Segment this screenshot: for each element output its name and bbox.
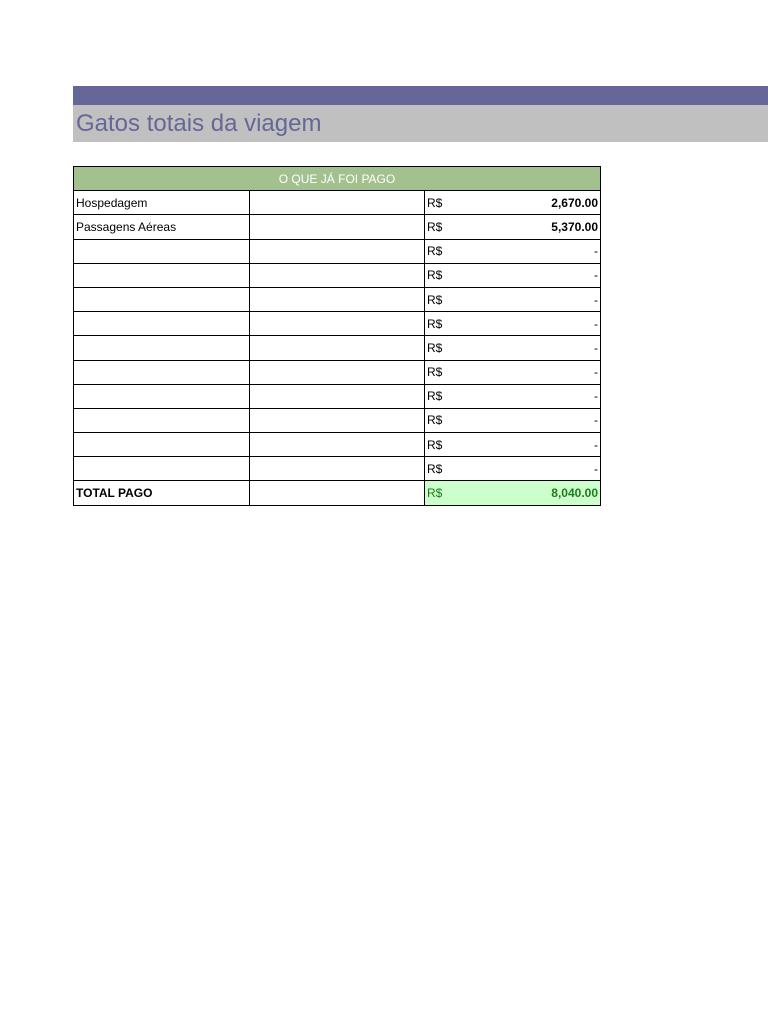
item-amount-cell[interactable] bbox=[425, 191, 601, 215]
item-note-cell[interactable] bbox=[250, 263, 425, 287]
item-amount: - bbox=[594, 389, 599, 404]
total-row bbox=[74, 481, 601, 505]
item-label-cell[interactable] bbox=[74, 287, 250, 311]
table-row bbox=[74, 263, 601, 287]
item-amount: - bbox=[594, 292, 599, 307]
item-note-cell[interactable] bbox=[250, 191, 425, 215]
item-note-cell[interactable] bbox=[250, 384, 425, 408]
item-note-cell[interactable] bbox=[250, 287, 425, 311]
total-amount: 8,040.00 bbox=[551, 486, 599, 501]
currency-symbol: R$ bbox=[427, 389, 443, 404]
section-title: O QUE JÁ FOI PAGO bbox=[74, 167, 601, 191]
item-label-cell[interactable] bbox=[74, 384, 250, 408]
item-label-cell[interactable] bbox=[74, 408, 250, 432]
item-amount: - bbox=[594, 413, 599, 428]
currency-symbol: R$ bbox=[427, 292, 443, 307]
table-row bbox=[74, 433, 601, 457]
currency-symbol: R$ bbox=[427, 244, 443, 259]
item-amount-cell[interactable] bbox=[425, 215, 601, 239]
item-amount-cell[interactable] bbox=[425, 287, 601, 311]
table-row bbox=[74, 408, 601, 432]
item-amount-cell[interactable] bbox=[425, 360, 601, 384]
item-label-cell[interactable] bbox=[74, 360, 250, 384]
total-note-cell[interactable] bbox=[250, 481, 425, 505]
item-amount-cell[interactable] bbox=[425, 384, 601, 408]
item-amount: 2,670.00 bbox=[551, 195, 599, 210]
item-amount: - bbox=[594, 244, 599, 259]
currency-symbol: R$ bbox=[427, 413, 443, 428]
currency-symbol: R$ bbox=[427, 195, 443, 210]
table-row bbox=[74, 336, 601, 360]
item-amount-cell[interactable] bbox=[425, 433, 601, 457]
title-band bbox=[73, 105, 768, 142]
currency-symbol: R$ bbox=[427, 365, 443, 380]
total-amount-cell[interactable] bbox=[425, 481, 601, 505]
item-label-cell[interactable] bbox=[74, 336, 250, 360]
currency-symbol: R$ bbox=[427, 437, 443, 452]
item-note-cell[interactable] bbox=[250, 457, 425, 481]
currency-symbol: R$ bbox=[427, 486, 443, 501]
currency-symbol: R$ bbox=[427, 316, 443, 331]
item-note-cell[interactable] bbox=[250, 312, 425, 336]
item-amount-cell[interactable] bbox=[425, 239, 601, 263]
total-label-cell[interactable]: TOTAL PAGO bbox=[74, 481, 250, 505]
item-amount-cell[interactable] bbox=[425, 312, 601, 336]
table-row bbox=[74, 239, 601, 263]
item-label-cell[interactable] bbox=[74, 263, 250, 287]
item-amount: - bbox=[594, 340, 599, 355]
currency-symbol: R$ bbox=[427, 340, 443, 355]
currency-symbol: R$ bbox=[427, 268, 443, 283]
header-band bbox=[73, 86, 768, 105]
item-amount-cell[interactable] bbox=[425, 263, 601, 287]
item-label-cell[interactable] bbox=[74, 457, 250, 481]
item-amount: - bbox=[594, 461, 599, 476]
item-amount-cell[interactable] bbox=[425, 336, 601, 360]
currency-symbol: R$ bbox=[427, 219, 443, 234]
table-row bbox=[74, 360, 601, 384]
table-row bbox=[74, 384, 601, 408]
page-title: Gatos totais da viagem bbox=[76, 110, 322, 137]
item-note-cell[interactable] bbox=[250, 360, 425, 384]
table-row bbox=[74, 457, 601, 481]
table-row bbox=[74, 191, 601, 215]
item-note-cell[interactable] bbox=[250, 215, 425, 239]
item-amount-cell[interactable] bbox=[425, 457, 601, 481]
table-row bbox=[74, 312, 601, 336]
table-header-row bbox=[74, 167, 601, 191]
payments-table bbox=[73, 166, 601, 506]
item-note-cell[interactable] bbox=[250, 336, 425, 360]
item-note-cell[interactable] bbox=[250, 408, 425, 432]
item-label-cell[interactable]: Hospedagem bbox=[74, 191, 250, 215]
table-row bbox=[74, 287, 601, 311]
item-amount: 5,370.00 bbox=[551, 219, 599, 234]
item-note-cell[interactable] bbox=[250, 433, 425, 457]
currency-symbol: R$ bbox=[427, 461, 443, 476]
item-label-cell[interactable] bbox=[74, 239, 250, 263]
item-label-cell[interactable] bbox=[74, 312, 250, 336]
item-amount: - bbox=[594, 365, 599, 380]
item-note-cell[interactable] bbox=[250, 239, 425, 263]
item-amount: - bbox=[594, 437, 599, 452]
item-label-cell[interactable] bbox=[74, 433, 250, 457]
table-row bbox=[74, 215, 601, 239]
item-amount-cell[interactable] bbox=[425, 408, 601, 432]
item-amount: - bbox=[594, 316, 599, 331]
item-label-cell[interactable]: Passagens Aéreas bbox=[74, 215, 250, 239]
item-amount: - bbox=[594, 268, 599, 283]
